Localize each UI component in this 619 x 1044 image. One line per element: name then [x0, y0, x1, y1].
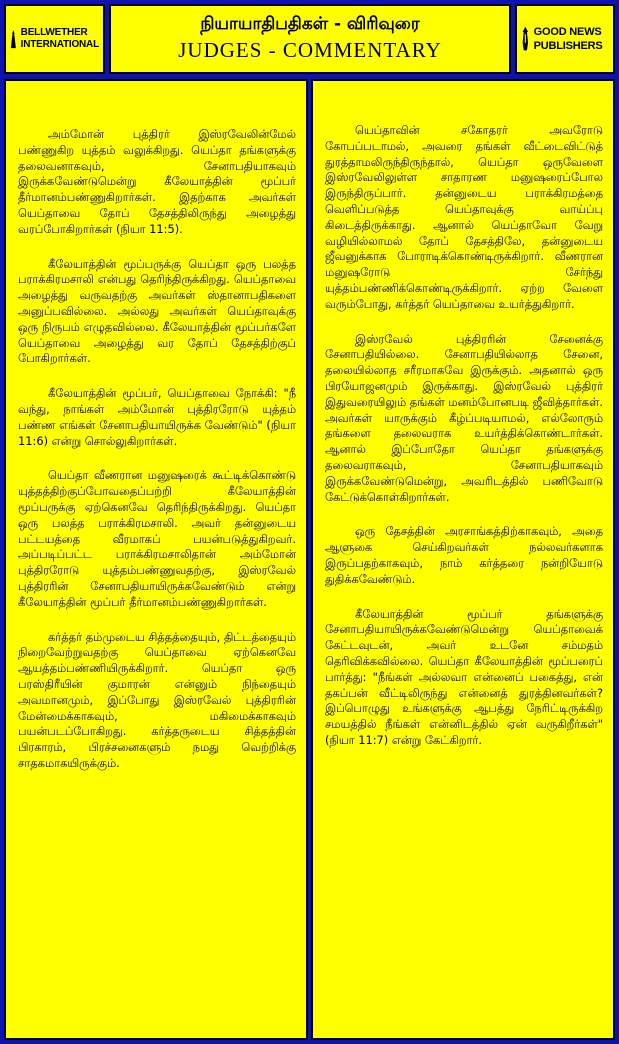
- left-logo-text: BELLWETHER INTERNATIONAL: [20, 27, 99, 50]
- title-tamil: நியாயாதிபதிகள் - விரிவுரை: [200, 14, 420, 34]
- tower-icon: [10, 17, 17, 61]
- paragraph: ஒரு தேசத்தின் அரசாங்கத்திற்காகவும், அதை ஆளுகை செய்கிறவர்கள் நல்லவர்களாக இருப்பதற்காகவும், நாம் கர்த்தரை நன்றியோடு துதிக்கவேண்டும்.: [325, 524, 603, 586]
- paragraph: யெப்தாவின் சகோதரர் அவரோடு கோபப்படாமல், அவரை தங்கள் வீட்டைவிட்டுத் துரத்தாமலிருந்திருந்தால், யெப்தா ஒருவேளை இஸ்ரவேலிலுள்ள சாதாரண மனுஷரைப்போல இருந்திருப்பார். தன்னுடைய பராக்கிரமத்தை வெளிப்படுத்த யெப்தாவுக்கு வாய்ப்பு கிடைத்திருக்காது. ஆனால் யெப்தாவோ வேறு வழியில்லாமல் தோப் தேசத்திலே, தன்னுடைய ஜீவனுக்காக போராடிக்கொண்டிருக்கிறார். வீணரான மனுஷரோடு சேர்ந்து யுத்தம்பண்ணிக்கொண்டிருக்கிறார். ஏற்ற வேளை வரும்போது, கர்த்தர் யெப்தாவை உயர்த்துகிறார்.: [325, 123, 603, 311]
- good-news-logo: [515, 4, 615, 74]
- paragraph: இஸ்ரவேல் புத்திரரின் சேனைக்கு சேனாபதியில்லை. சேனாபதியில்லாத சேனை, தலையில்லாத சரீரமாகவே இருக்கும். அதனால் ஒரு பிரயோஜனமும் இருக்காது. இஸ்ரவேல் புத்திரர் இதுவரையிலும் தங்கள் மனம்போனபடி ஜீவித்தார்கள். அவர்கள் யாருக்கும் கீழ்ப்படியாமல், எல்லோரும் தங்களை தலைவராக உயர்த்திக்கொண்டார்கள். ஆனால் இப்போதோ யெப்தா தங்களுக்கு தலைவராகவும், சேனாபதியாகவும் இருக்கவேண்டுமென்று, அவரிடத்தில் பணிவோடு கேட்டுக்கொள்கிறார்கள்.: [325, 331, 603, 504]
- title-english: JUDGES - COMMENTARY: [178, 38, 442, 62]
- paragraph: யெப்தா வீணரான மனுஷரைக் கூட்டிக்கொண்டு யுத்தத்திற்குப்போவதைப்பற்றி கீலேயாத்தின் மூப்பருக்கு ஏற்கெனவே தெரிந்திருக்கிறது. யெப்தா ஒரு பலத்த பராக்கிரமசாலி. அவர் தன்னுடைய பட்டயத்தை வீரமாகப் பயன்படுத்துகிறவர். அப்படிப்பட்ட பராக்கிரமசாலிதான் அம்மோன் புத்திரரோடு யுத்தம்பண்ணுவதற்கு, இஸ்ரவேல் புத்திரரின் சேனாபதியாயிருக்கவேண்டும் என்று கீலேயாத்தின் மூப்பர் தீர்மானம்பண்ணுகிறார்கள்.: [18, 468, 296, 609]
- right-column: [311, 79, 615, 1040]
- paragraph: அம்மோன் புத்திரர் இஸ்ரவேலின்மேல் பண்ணுகிற யுத்தம் வலுக்கிறது. யெப்தா தங்களுக்கு தலைவனாகவும், சேனாபதியாகவும் இருக்கவேண்டுமென்று கீலேயாத்தின் மூப்பர் தீர்மானம்பண்ணுகிறார்கள். இதற்காக அவர்கள் யெப்தாவை தோப் தேசத்திலிருந்து அழைத்து வரப்போகிறார்கள் (நியா 11:5).: [18, 127, 296, 236]
- left-column: [4, 79, 308, 1040]
- pen-nib-icon: [521, 16, 530, 62]
- paragraph: கீலேயாத்தின் மூப்பர் தங்களுக்கு சேனாபதியாயிருக்கவேண்டுமென்று யெப்தாவைக் கேட்டவுடன், அவர் உடனே சம்மதம் தெரிவிக்கவில்லை. யெப்தா கீலேயாத்தின் மூப்பரைப் பார்த்து: "நீங்கள் அல்லவா என்னைப் பகைத்து, என் தகப்பன் வீட்டிலிருந்து என்னைத் துரத்தினவர்கள்? இப்பொழுது உங்களுக்கு ஆபத்து நேரிட்டிருக்கிற சமயத்தில் நீங்கள் என்னிடத்தில் ஏன் வருகிறீர்கள்" (நியா 11:7) என்று கேட்கிறார்.: [325, 606, 603, 747]
- paragraph: கர்த்தர் தம்முடைய சித்தத்தையும், திட்டத்தையும் நிறைவேற்றுவதற்கு யெப்தாவை ஏற்கெனவே ஆயத்தம்பண்ணியிருக்கிறார். யெப்தா ஒரு பரஸ்திரீயின் குமாரன் என்னும் நிந்தையும் அவமானமும், இப்போது இஸ்ரவேல் புத்திரரின் மேன்மைக்காகவும், மகிமைக்காகவும் பயன்படப்போகிறது. கர்த்தருடைய சித்தத்தின் பிரகாரம், பிரச்சனைகளும் நமது வெற்றிக்கு சாதகமாகயிருக்கும்.: [18, 629, 296, 770]
- right-logo-text: GOOD NEWS PUBLISHERS: [533, 26, 603, 52]
- paragraph: கீலேயாத்தின் மூப்பருக்கு யெப்தா ஒரு பலத்த பராக்கிரமசாலி என்பது தெரிந்திருக்கிறது. யெப்தாவை அழைத்து வருவதற்கு அவர்கள் ஸ்தானாபதிகளை அனுப்பவில்லை. அல்லது அவர்கள் யெப்தாவுக்கு ஒரு நிருபம் எழுதவில்லை. கீலேயாத்தின் மூப்பர்களே யெப்தாவை அழைத்து வர தோப் தேசத்திற்குப் போகிறார்கள்.: [18, 256, 296, 366]
- paragraph: கீலேயாத்தின் மூப்பர், யெப்தாவை நோக்கி: "நீ வந்து, நாங்கள் அம்மோன் புத்திரரோடு யுத்தம் பண்ண எங்கள் சேனாபதியாயிருக்க வேண்டும்" (நியா 11:6) என்று சொல்லுகிறார்கள்.: [18, 386, 296, 448]
- page-title-box: [109, 4, 511, 74]
- bellwether-logo: [4, 4, 105, 74]
